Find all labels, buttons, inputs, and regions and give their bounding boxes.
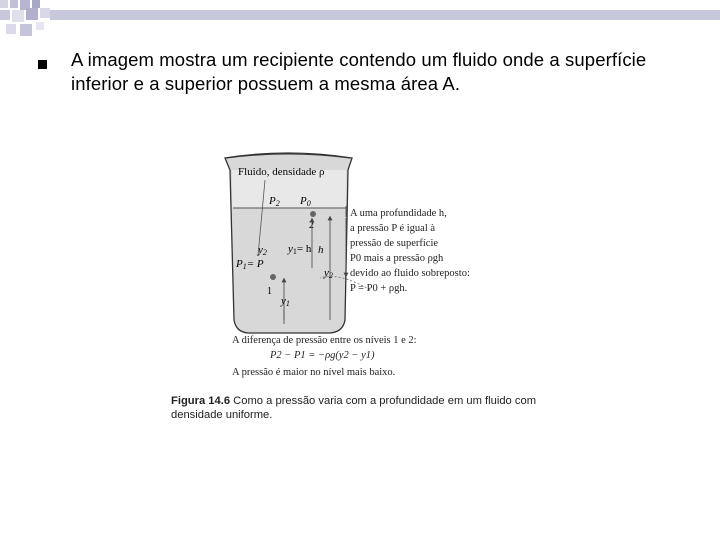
point-1-marker — [270, 274, 276, 280]
figure-caption-text: Como a pressão varia com a profundidade em um fluido com densidade uniforme. — [171, 395, 537, 421]
svg-text:pressão de superfície: pressão de superfície — [350, 238, 439, 249]
y1-eq-h-label: y1= h — [288, 243, 312, 256]
point-2-label: 2 — [309, 220, 314, 231]
svg-text:P2 − P1 = −ρg(y2 − y1): P2 − P1 = −ρg(y2 − y1) — [270, 350, 375, 361]
y1-label: y1 — [281, 295, 290, 308]
figure-caption — [171, 395, 561, 422]
bottom-annotation — [232, 335, 417, 378]
svg-text:devido ao fluido sobreposto:: devido ao fluido sobreposto: — [350, 268, 470, 279]
bullet-text: A imagem mostra um recipiente contendo um fluido onde a superfície inferior e a superior possuem a mesma área A. — [71, 49, 647, 94]
svg-text:P0 mais a pressão ρgh: P0 mais a pressão ρgh — [350, 253, 444, 264]
y2-right-label: y2 — [324, 267, 333, 280]
svg-text:A uma profundidade h,: A uma profundidade h, — [350, 208, 447, 219]
fluid-label: Fluido, densidade ρ — [238, 166, 325, 178]
y2-left-label: y2 — [258, 244, 267, 257]
figure-caption-label: Figura 14.6 — [171, 395, 231, 407]
point-2-marker — [310, 211, 316, 217]
h-label: h — [318, 244, 324, 256]
svg-text:A diferença de pressão entre o: A diferença de pressão entre os níveis 1 e 2: — [232, 335, 417, 346]
point-1-label: 1 — [267, 286, 272, 297]
header-decoration — [0, 0, 720, 48]
svg-text:A pressão é maior no nível mai: A pressão é maior no nível mais baixo. — [232, 367, 396, 378]
svg-text:P = P0 + ρgh.: P = P0 + ρgh. — [350, 283, 408, 294]
right-annotation — [350, 208, 470, 294]
p2-label: P2 — [269, 195, 280, 208]
p1-eq-p-label: P1= P — [236, 258, 264, 271]
bullet-marker — [38, 60, 47, 69]
p0-label: P0 — [300, 195, 311, 208]
svg-text:a pressão P é igual à: a pressão P é igual à — [350, 223, 436, 234]
